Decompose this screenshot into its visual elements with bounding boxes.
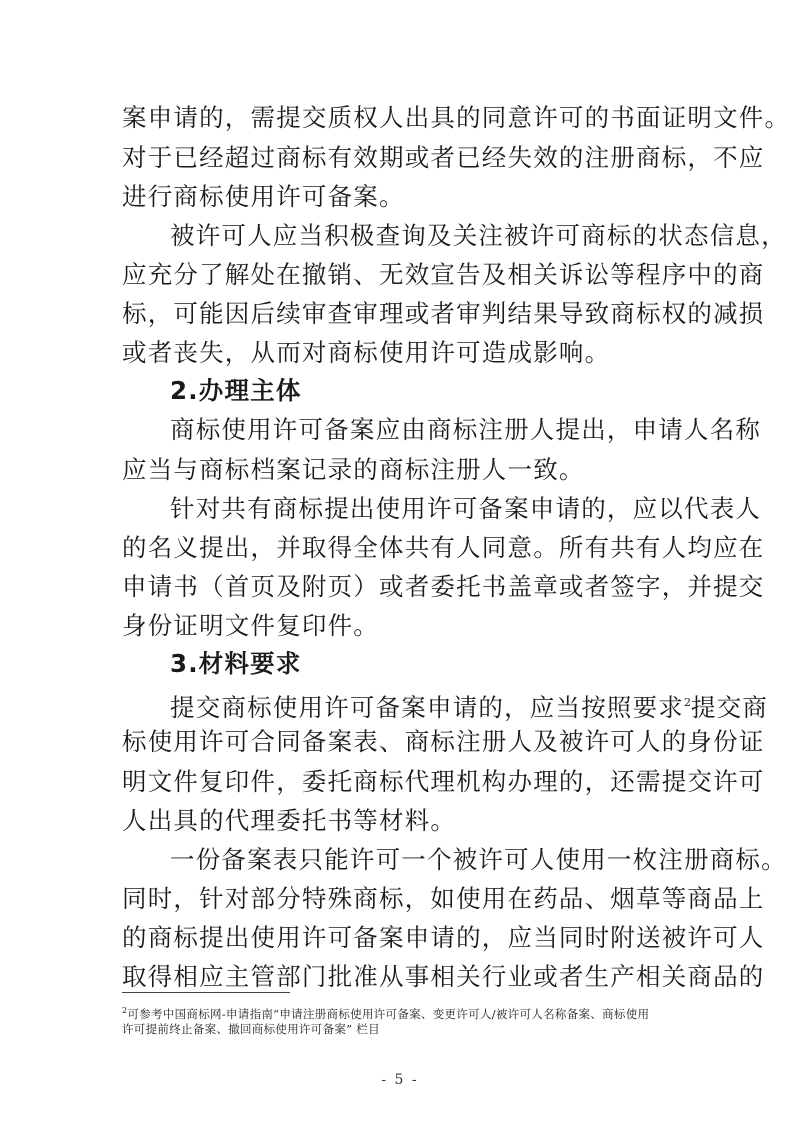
paragraph-start: 被许可人应当积极查询及关注被许可商标的状态信息， — [170, 221, 787, 250]
body-line: 或者丧失，从而对商标使用许可造成影响。 — [122, 338, 611, 367]
body-line: 申请书（首页及附页）或者委托书盖章或者签字，并提交 — [122, 572, 765, 601]
section-heading: 3.材料要求 — [170, 649, 302, 678]
body-line: 人出具的代理委托书等材料。 — [122, 806, 457, 835]
body-line: 的商标提出使用许可备案申请的，应当同时附送被许可人 — [122, 923, 765, 952]
page-number: - 5 - — [381, 1072, 419, 1088]
footnote-mark: 2 — [122, 1006, 128, 1015]
body-line: 同时，针对部分特殊商标，如使用在药品、烟草等商品上 — [122, 884, 765, 913]
body-line: 对于已经超过商标有效期或者已经失效的注册商标，不应 — [122, 143, 765, 172]
paragraph-start: 商标使用许可备案应由商标注册人提出，申请人名称 — [170, 415, 762, 444]
body-line: 身份证明文件复印件。 — [122, 611, 379, 640]
body-line: 明文件复印件，委托商标代理机构办理的，还需提交许可 — [122, 767, 765, 796]
body-line: 取得相应主管部门批准从事相关行业或者生产相关商品的 — [122, 962, 765, 991]
body-line: 标，可能因后续审查审理或者审判结果导致商标权的减损 — [122, 299, 765, 328]
line-text: 提交商标使用许可备案申请的，应当按照要求 — [170, 693, 684, 722]
body-line: 标使用许可合同备案表、商标注册人及被许可人的身份证 — [122, 727, 765, 756]
paragraph-start: 针对共有商标提出使用许可备案申请的，应以代表人 — [170, 494, 762, 523]
paragraph-start — [170, 688, 769, 723]
body-line: 的名义提出，并取得全体共有人同意。所有共有人均应在 — [122, 533, 765, 562]
paragraph-start: 一份备案表只能许可一个被许可人使用一枚注册商标。 — [170, 845, 787, 874]
footnote-line: 许可提前终止备案、撤回商标使用许可备案” 栏目 — [122, 1022, 380, 1036]
footnote-divider — [122, 992, 290, 993]
body-line: 应充分了解处在撤销、无效宣告及相关诉讼等程序中的商 — [122, 260, 765, 289]
body-line: 案申请的，需提交质权人出具的同意许可的书面证明文件。 — [122, 103, 791, 132]
body-line: 应当与商标档案记录的商标注册人一致。 — [122, 455, 585, 484]
body-line: 进行商标使用许可备案。 — [122, 182, 405, 211]
footnote-text: 可参考中国商标网-申请指南“申请注册商标使用许可备案、变更许可人/被许可人名称备案、商标使用 — [127, 1007, 650, 1021]
section-heading: 2.办理主体 — [170, 376, 302, 405]
line-text: 提交商 — [691, 693, 769, 722]
footnote-reference[interactable]: 2 — [684, 696, 691, 709]
